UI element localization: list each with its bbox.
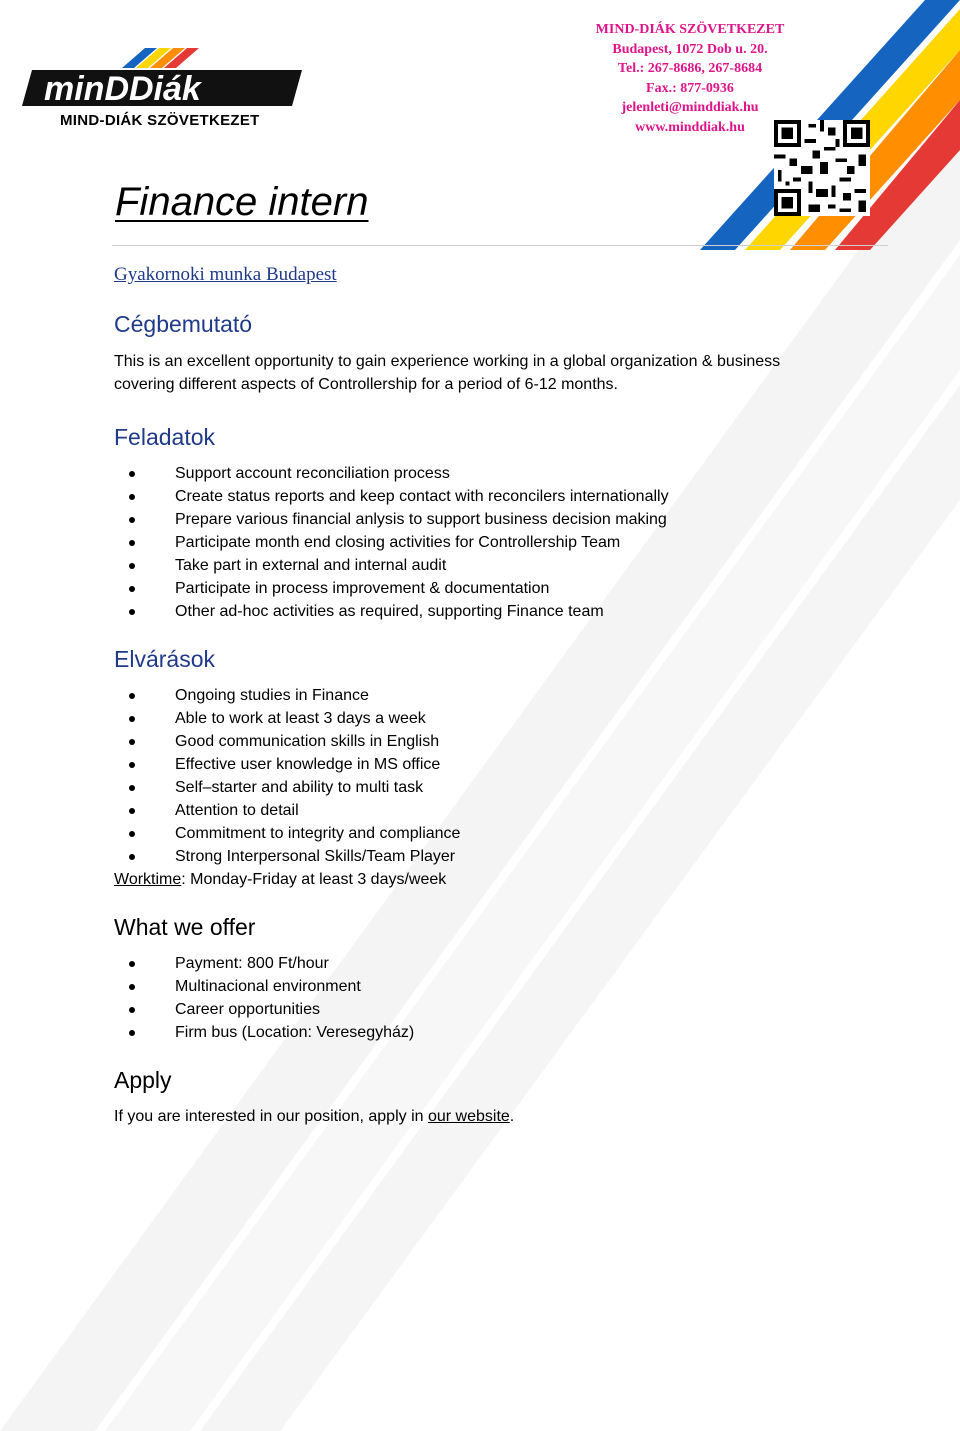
list-item: Create status reports and keep contact with reconcilers internationally: [114, 485, 669, 508]
tasks-heading: Feladatok: [114, 424, 216, 450]
list-item: Ongoing studies in Finance: [114, 684, 460, 707]
job-title: Finance intern: [115, 180, 369, 224]
list-item: Career opportunities: [114, 998, 414, 1021]
list-item: Good communication skills in English: [114, 730, 460, 753]
list-item: Firm bus (Location: Veresegyház): [114, 1021, 414, 1044]
list-item: Prepare various financial anlysis to support business decision making: [114, 508, 669, 531]
intro-text: This is an excellent opportunity to gain experience working in a global organization & business covering different aspects of Controllership for a period of 6-12 months.: [114, 353, 781, 393]
company-email[interactable]: jelenleti@minddiak.hu: [621, 100, 759, 115]
requirements-list: [114, 684, 460, 868]
logo-subtitle: MIND-DIÁK SZÖVETKEZET: [60, 112, 260, 129]
offer-list: [114, 952, 414, 1044]
apply-text-suffix: .: [509, 1108, 515, 1125]
intro-heading: Cégbemutató: [114, 311, 253, 337]
apply-text: [114, 1105, 514, 1128]
list-item: Self–starter and ability to multi task: [114, 776, 460, 799]
company-name: MIND-DIÁK SZÖVETKEZET: [595, 22, 785, 37]
list-item: Other ad-hoc activities as required, supporting Finance team: [114, 600, 669, 623]
title-divider: [112, 245, 888, 246]
tasks-list: [114, 462, 669, 623]
offer-heading: What we offer: [114, 914, 256, 940]
list-item: Payment: 800 Ft/hour: [114, 952, 414, 975]
apply-text-body: If you are interested in our position, apply in: [114, 1108, 428, 1125]
company-address: Budapest, 1072 Dob u. 20.: [612, 41, 768, 57]
company-phone: Tel.: 267-8686, 267-8684: [617, 61, 763, 76]
list-item: Commitment to integrity and compliance: [114, 822, 460, 845]
worktime-value: : Monday-Friday at least 3 days/week: [181, 871, 447, 888]
website-link[interactable]: our website: [427, 1108, 510, 1125]
qr-code-icon: [774, 120, 870, 216]
list-item: Multinacional environment: [114, 975, 414, 998]
job-subtitle[interactable]: Gyakornoki munka Budapest: [114, 264, 337, 285]
list-item: Participate month end closing activities for Controllership Team: [114, 531, 669, 554]
logo-text: minDDiák: [44, 70, 201, 108]
list-item: Attention to detail: [114, 799, 460, 822]
list-item: Take part in external and internal audit: [114, 554, 669, 577]
worktime-label: Worktime: [114, 871, 182, 888]
company-website[interactable]: www.minddiak.hu: [635, 119, 745, 135]
list-item: Support account reconciliation process: [114, 462, 669, 485]
list-item: Participate in process improvement & documentation: [114, 577, 669, 600]
list-item: Strong Interpersonal Skills/Team Player: [114, 845, 460, 868]
company-fax: Fax.: 877-0936: [646, 80, 734, 96]
requirements-heading: Elvárások: [114, 646, 215, 672]
list-item: Able to work at least 3 days a week: [114, 707, 460, 730]
worktime-line: [114, 868, 446, 891]
apply-heading: Apply: [114, 1067, 172, 1093]
list-item: Effective user knowledge in MS office: [114, 753, 460, 776]
